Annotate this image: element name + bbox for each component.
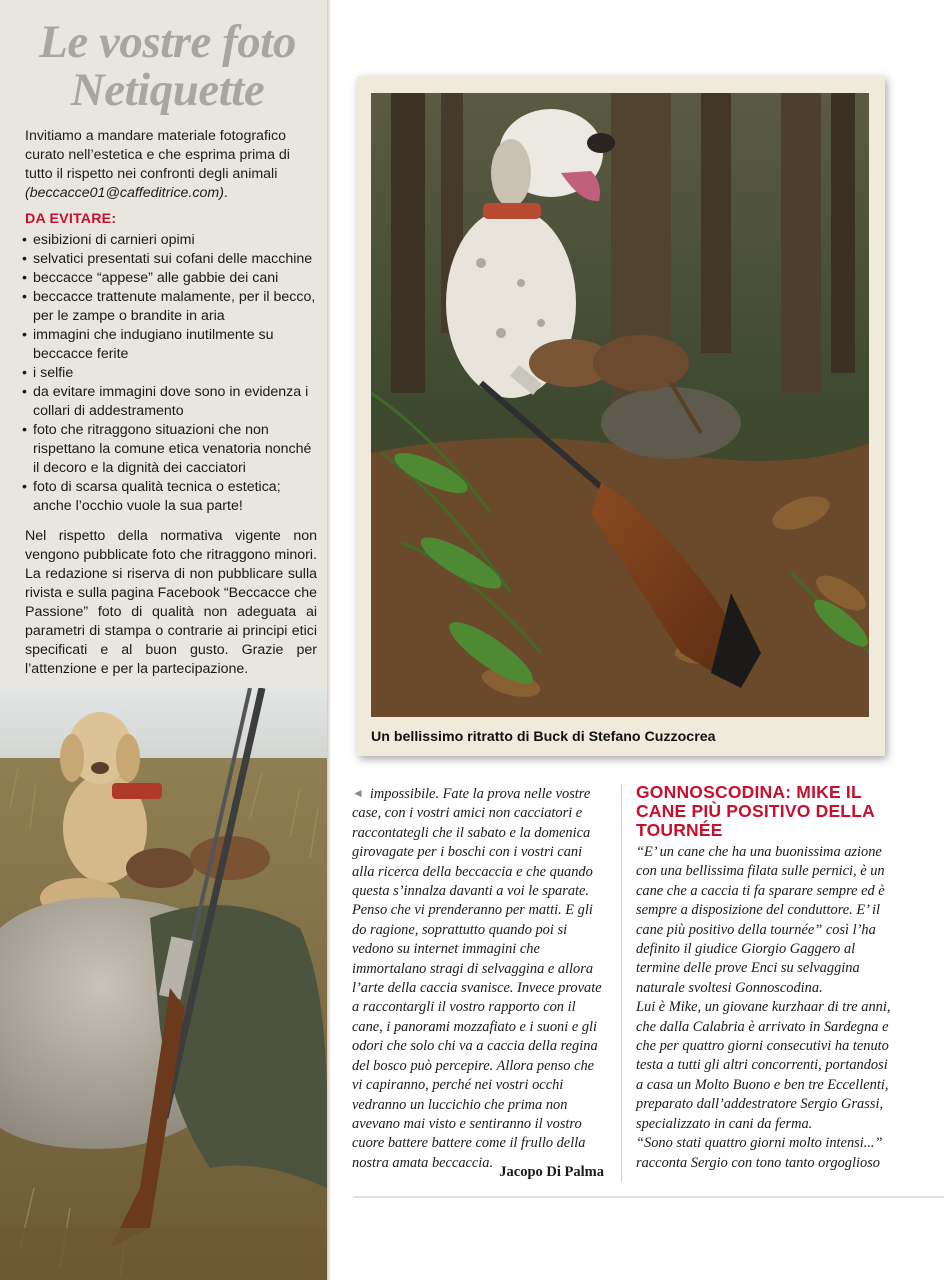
article-right-body — [636, 843, 898, 1173]
avoid-list — [22, 231, 318, 516]
avoid-item: • foto di scarsa qualità tecnica o estetica; anche l’occhio vuole la sua parte! — [22, 478, 318, 516]
title-line-1: Le vostre foto — [39, 16, 296, 68]
avoid-item: • i selfie — [22, 364, 318, 383]
photo-caption: Un bellissimo ritratto di Buck di Stefano Cuzzocrea — [371, 729, 716, 745]
dog-rock-illustration — [0, 688, 327, 1280]
intro-text: Invitiamo a mandare materiale fotografico curato nell’estetica e che esprima prima di tutto il rispetto nei confronti degli animali — [25, 128, 290, 182]
dog-rock-photo — [0, 688, 327, 1280]
avoid-item: • beccacce “appese” alle gabbie dei cani — [22, 269, 318, 288]
normativa-paragraph: Nel rispetto della normativa vigente non vengono pubblicate foto che ritraggono minori. La redazione si riserva di non pubblicare sulla rivista e sulla pagina Facebook “Beccacce che Passione” foto di qualità non adeguata ai parametri di stampa o contrarie ai principi etici specificati e al buon gusto. Grazie per l’attenzione e per la partecipazione. — [25, 528, 317, 677]
article-continued — [352, 785, 607, 1173]
continued-arrow-icon: ◄ — [352, 786, 364, 800]
intro-end: . — [223, 185, 228, 201]
avoid-item: • beccacce trattenute malamente, per il becco, per le zampe o brandite in aria — [22, 288, 318, 326]
article-paragraph: Lui è Mike, un giovane kurzhaar di tre anni, che dalla Calabria è arrivato in Sardegna e che per quattro giorni consecutivi ha tenuto testa a tutti gli altri concorrenti, portandosi a casa un Molto Buono e ben tre Eccellenti, preparato dall’addestratore Sergio Grassi, specializzato in cani da ferma. — [636, 999, 891, 1132]
contact-email: (beccacce01@caffeditrice.com) — [25, 185, 224, 201]
setter-forest-illustration — [371, 93, 869, 717]
article-paragraph: “Sono stati quattro giorni molto intensi...” racconta Sergio con tono tanto orgoglioso — [636, 1135, 883, 1171]
intro-paragraph — [25, 127, 317, 203]
title-line-2: Netiquette — [70, 64, 265, 116]
setter-photo — [371, 93, 869, 717]
avoid-item: • selvatici presentati sui cofani delle macchine — [22, 250, 318, 269]
avoid-heading: DA EVITARE: — [25, 211, 117, 227]
article-title: GONNOSCODINA: MIKE IL CANE PIÙ POSITIVO DELLA TOURNÉE — [636, 782, 875, 840]
page-title — [20, 18, 315, 114]
column-divider — [621, 784, 622, 1182]
article-paragraph: “E’ un cane che ha una buonissima azione con una bellissima filata sulle pernici, è un cane che a caccia ti fa sparare sempre ed è sempre a disposizione del conduttore. E’ il cane più positivo della tournée” così l’ha definito il giudice Giorgio Gaggero al termine delle prove Enci su selvaggina naturale svoltesi Gonnoscodina. — [636, 844, 885, 996]
avoid-item: • da evitare immagini dove sono in evidenza i collari di addestramento — [22, 383, 318, 421]
author-signature: Jacopo Di Palma — [499, 1164, 604, 1180]
article-body: impossibile. Fate la prova nelle vostre case, con i vostri amici non cacciatori e raccontategli che il sabato e la domenica girovagate per i boschi con i vostri cani alla ricerca della beccaccia e che quando questa s’innalza davanti a voi le sparate. Penso che vi prenderanno per matti. E gli do ragione, soprattutto quando poi si vedono su internet immagini che immortalano stragi di selvaggina e allora l’arte della caccia svanisce. Invece provate a raccontargli il vostro rapporto con il cane, i panorami mozzafiato e i suoni e gli odori che solo chi va a caccia della regina del bosco può percepire. Allora penso che vi capiranno, perché nei vostri occhi vedranno un luccichio che prima non avevano mai visto e sentiranno il vostro cuore battere battere come il frullo della nostra amata beccaccia. — [352, 786, 602, 1171]
main-photo-frame — [357, 76, 885, 756]
avoid-item: • foto che ritraggono situazioni che non rispettano la comune etica venatoria nonché il decoro e la dignità dei cacciatori — [22, 421, 318, 478]
avoid-item: • esibizioni di carnieri opimi — [22, 231, 318, 250]
sidebar-edge — [327, 0, 331, 1280]
avoid-item: • immagini che indugiano inutilmente su beccacce ferite — [22, 326, 318, 364]
bottom-rule — [353, 1196, 944, 1198]
